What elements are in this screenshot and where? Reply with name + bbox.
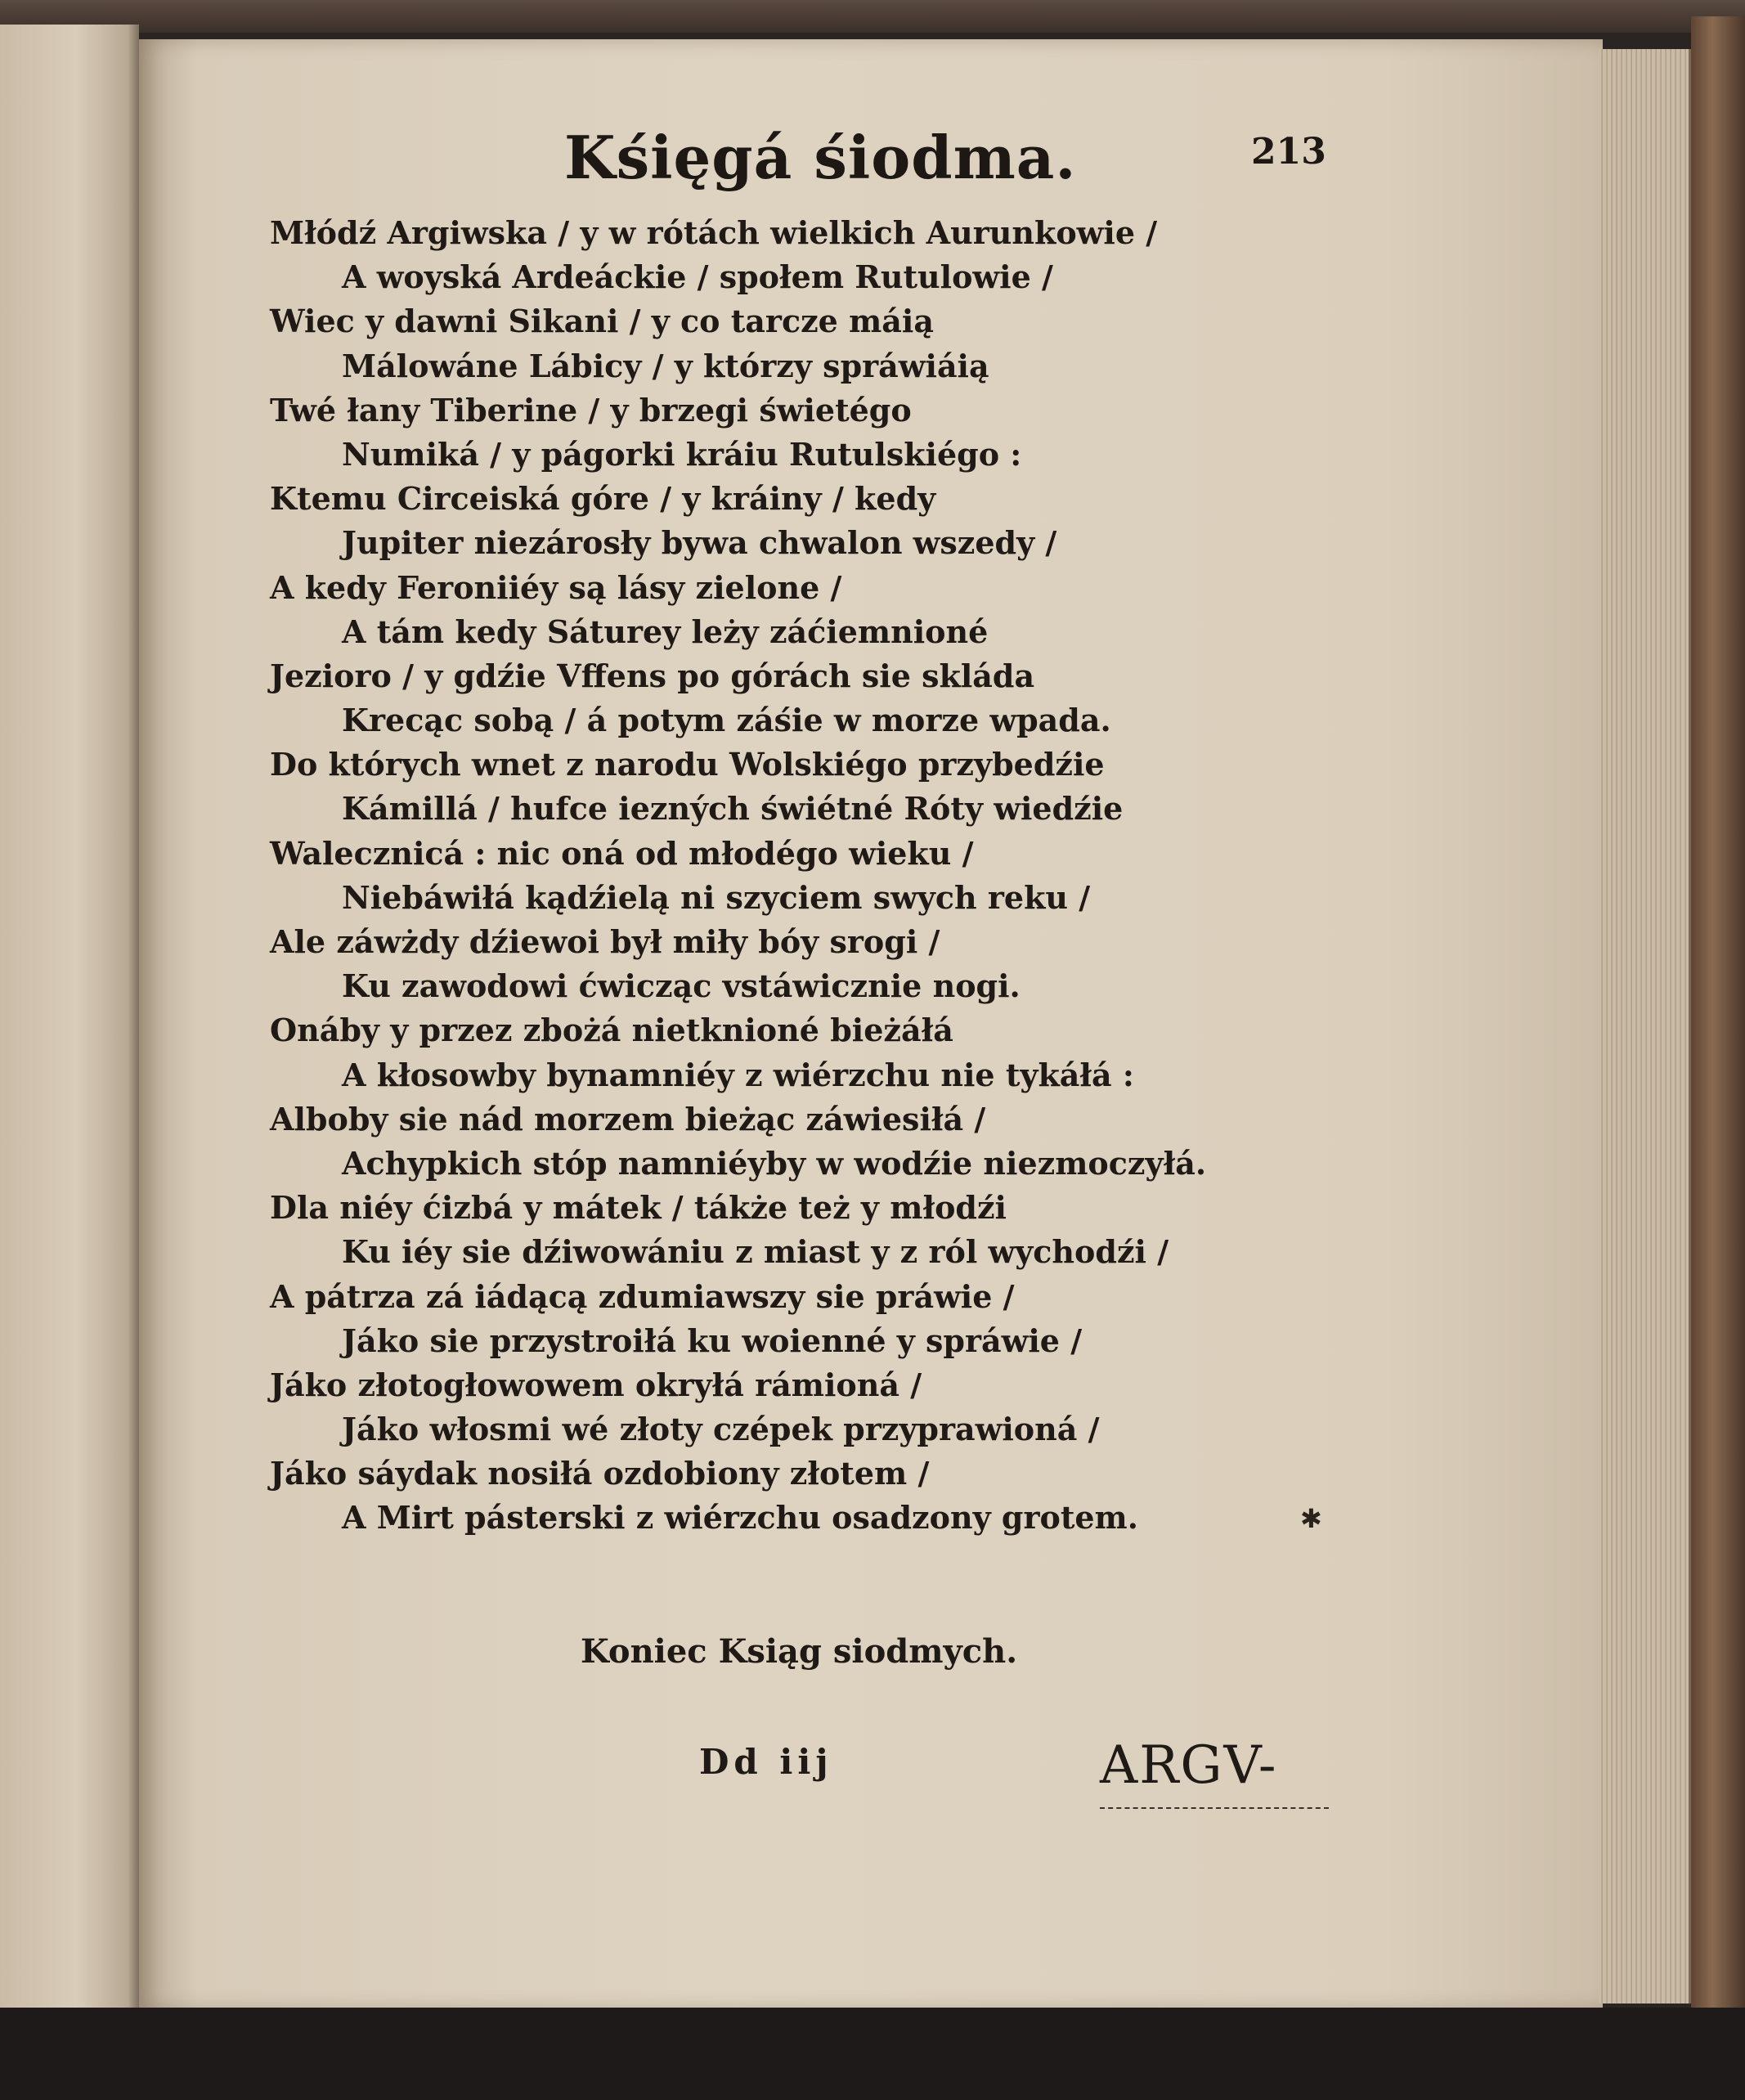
verse-line: Ku zawodowi ćwicząc vstáwicznie nogi. <box>342 967 1021 1005</box>
verse-line: A kedy Feroniiéy są lásy zielone / <box>270 568 842 606</box>
verse-line: Ktemu Circeiská góre / y kráiny / kedy <box>270 480 936 518</box>
verse-line: Jezioro / y gdźie Vffens po górách sie skláda <box>270 657 1035 694</box>
verse-line: Kámillá / hufce iezných świétné Róty wiedźie <box>342 790 1124 828</box>
catchword-rule <box>1100 1807 1329 1809</box>
verse-line: Jáko sáydak nosiłá ozdobiony złotem / <box>270 1455 930 1492</box>
verse-line: A kłosowby bynamniéy z wiérzchu nie tykáłá : <box>342 1056 1134 1093</box>
verse-line: Wiec y dawni Sikani / y co tarcze máią <box>270 303 934 340</box>
verse-line: Krecąc sobą / á potym záśie w morze wpada. <box>342 702 1111 739</box>
verse-line: Onáby y przez zbożá nietknioné bieżáłá <box>270 1012 953 1049</box>
verse-line: A Mirt pásterski z wiérzchu osadzony grotem. <box>342 1499 1138 1537</box>
verse-line: Twé łany Tiberine / y brzegi świetégo <box>270 391 912 429</box>
book-cover <box>1691 16 1745 2061</box>
verse-line: Jáko złotogłowowem okryłá rámioná / <box>270 1366 922 1403</box>
verse-line: Jáko włosmi wé złoty czépek przyprawioná / <box>342 1411 1100 1448</box>
verse-line: Málowáne Lábicy / y którzy spráwiáią <box>342 347 989 384</box>
facing-page-edge <box>0 25 139 2012</box>
verse-line: A woyská Ardeáckie / społem Rutulowie / <box>342 258 1053 296</box>
verse-line: Ale záwżdy dźiewoi był miły bóy srogi / <box>270 923 940 960</box>
verse-line: Do których wnet z narodu Wolskiégo przybedźie <box>270 746 1105 783</box>
binding-top <box>0 0 1745 33</box>
verse-line: Jupiter niezárosły bywa chwalon wszedy / <box>342 524 1057 562</box>
page-stack-edges <box>1599 49 1692 2004</box>
verse-line: Dla niéy ćizbá y mátek / tákże też y młodźi <box>270 1189 1007 1227</box>
verse-line: Numiká / y págorki kráiu Rutulskiégo : <box>342 435 1022 473</box>
verse-line: Walecznicá : nic oná od młodégo wieku / <box>270 834 974 872</box>
background-bottom <box>0 2008 1745 2100</box>
running-title: Kśięgá śiodma. <box>564 123 1077 192</box>
verse-line: A tám kedy Sáturey leży záćiemnioné <box>342 612 989 650</box>
signature-mark: Dd iij <box>699 1742 833 1782</box>
catchword: ARGV- <box>1100 1735 1278 1796</box>
printer-mark-icon: ✱ <box>1300 1503 1322 1534</box>
verse-line: Młódź Argiwska / y w rótách wielkich Aurunkowie / <box>270 214 1158 251</box>
verse-line: Jáko sie przystroiłá ku woienné y spráwie / <box>342 1321 1083 1359</box>
verse-line: Ku iéy sie dźiwowániu z miast y z ról wychodźi / <box>342 1233 1169 1271</box>
verse-line: Alboby sie nád morzem bieżąc záwiesiłá / <box>270 1100 986 1138</box>
folio-number: 213 <box>1251 131 1326 173</box>
poem-text <box>270 211 1235 1541</box>
verse-line: A pátrza zá iádącą zdumiawszy sie práwie / <box>270 1277 1015 1315</box>
verse-line: Niebáwiłá kądźielą ni szyciem swych reku / <box>342 878 1091 916</box>
book-explicit: Koniec Ksiąg siodmych. <box>581 1632 1018 1671</box>
verse-line: Achypkich stóp namniéyby w wodźie niezmoczyłá. <box>342 1144 1207 1182</box>
